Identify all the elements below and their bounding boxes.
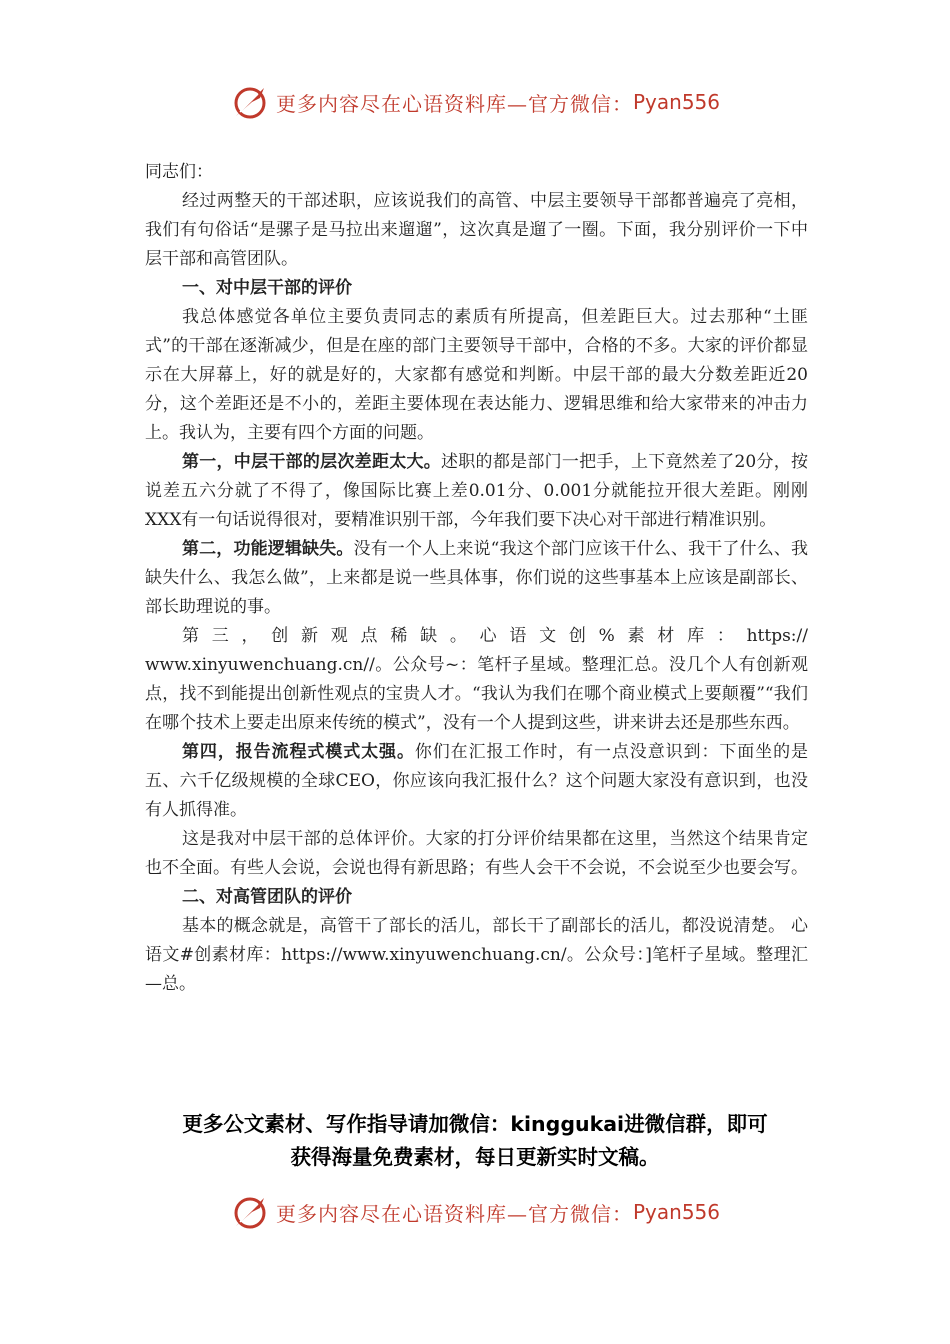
point4-paragraph bbox=[145, 738, 808, 825]
header-brand-id: Pyan556 bbox=[632, 90, 720, 114]
intro-paragraph: 经过两整天的干部述职，应该说我们的高管、中层主要领导干部都普遍亮了亮相，我们有句俗话“是骡子是马拉出来遛遛”，这次真是遛了一圈。下面，我分别评价一下中层干部和高管团队。 bbox=[145, 191, 808, 269]
section1-summary: 这是我对中层干部的总体评价。大家的打分评价结果都在这里，当然这个结果肯定也不全面。有些人会说，会说也得有新思路；有些人会干不会说，不会说至少也要会写。 bbox=[145, 829, 808, 878]
header-brand-text: 更多内容尽在心语资料库—官方微信： bbox=[275, 91, 633, 116]
point1-paragraph bbox=[145, 448, 808, 535]
promo-banner bbox=[120, 1108, 830, 1174]
footer-brand-id: Pyan556 bbox=[632, 1200, 720, 1224]
section2-heading: 二、对高管团队的评价 bbox=[182, 887, 352, 907]
point3-text: www.xinyuwenchuang.cn//。公众号~：笔杆子星域。整理汇总。没几个人有创新观点，找不到能提出创新性观点的宝贵人才。“我认为我们在哪个商业模式上要颠覆”“我们在哪个技术上要走出原来传统的模式”，没有一个人提到这些，讲来讲去还是那些东西。 bbox=[145, 655, 808, 733]
document-body bbox=[145, 158, 808, 999]
promo-line-2: 获得海量免费素材，每日更新实时文稿。 bbox=[290, 1145, 660, 1169]
header-brand bbox=[0, 80, 950, 124]
greeting: 同志们： bbox=[145, 162, 213, 182]
section2-paragraph: 基本的概念就是，高管干了部长的活儿，部长干了副部长的活儿，都没说清楚。 心语文#创素材库：https://www.xinyuwenchuang.cn/。公众号：]笔杆子星域。整理汇—总。 bbox=[145, 916, 808, 994]
point4-title: 第四，报告流程式模式太强。 bbox=[182, 742, 415, 762]
point4-text: 你们在汇报工作时，有一点没意识到：下面坐的是五、六千亿级规模的全球CEO，你应该向我汇报什么？这个问题大家没有意识到，也没有人抓得准。 bbox=[145, 742, 809, 820]
quill-logo-icon bbox=[230, 1192, 270, 1232]
point2-paragraph bbox=[145, 535, 808, 622]
point1-title: 第一，中层干部的层次差距太大。 bbox=[182, 452, 442, 472]
point3-line1: 第三，创新观点稀缺。心语文创%素材库：https:// bbox=[182, 626, 808, 646]
point2-text: 没有一个人上来说“我这个部门应该干什么、我干了什么、我缺失什么、我怎么做”，上来都是说一些具体事，你们说的这些事基本上应该是副部长、部长助理说的事。 bbox=[145, 539, 808, 617]
section1-heading: 一、对中层干部的评价 bbox=[182, 278, 352, 298]
footer-brand bbox=[0, 1190, 950, 1234]
quill-logo-icon bbox=[230, 82, 270, 122]
footer-brand-text: 更多内容尽在心语资料库—官方微信： bbox=[275, 1201, 633, 1226]
promo-line-1: 更多公文素材、写作指导请加微信：kinggukai进微信群，即可 bbox=[182, 1112, 768, 1136]
point1-text: 述职的都是部门一把手，上下竟然差了20分，按说差五六分就了不得了，像国际比赛上差0.01分、0.001分就能拉开很大差距。刚刚XXX有一句话说得很对，要精准识别干部，今年我们要下决心对干部进行精准识别。 bbox=[145, 452, 808, 530]
section1-paragraph: 我总体感觉各单位主要负责同志的素质有所提高，但差距巨大。过去那种“土匪式”的干部在逐渐减少，但是在座的部门主要领导干部中，合格的不多。大家的评价都显示在大屏幕上，好的就是好的，大家都有感觉和判断。中层干部的最大分数差距近20分，这个差距还是不小的，差距主要体现在表达能力、逻辑思维和给大家带来的冲击力上。我认为，主要有四个方面的问题。 bbox=[145, 307, 808, 443]
point2-title: 第二，功能逻辑缺失。 bbox=[182, 539, 354, 559]
